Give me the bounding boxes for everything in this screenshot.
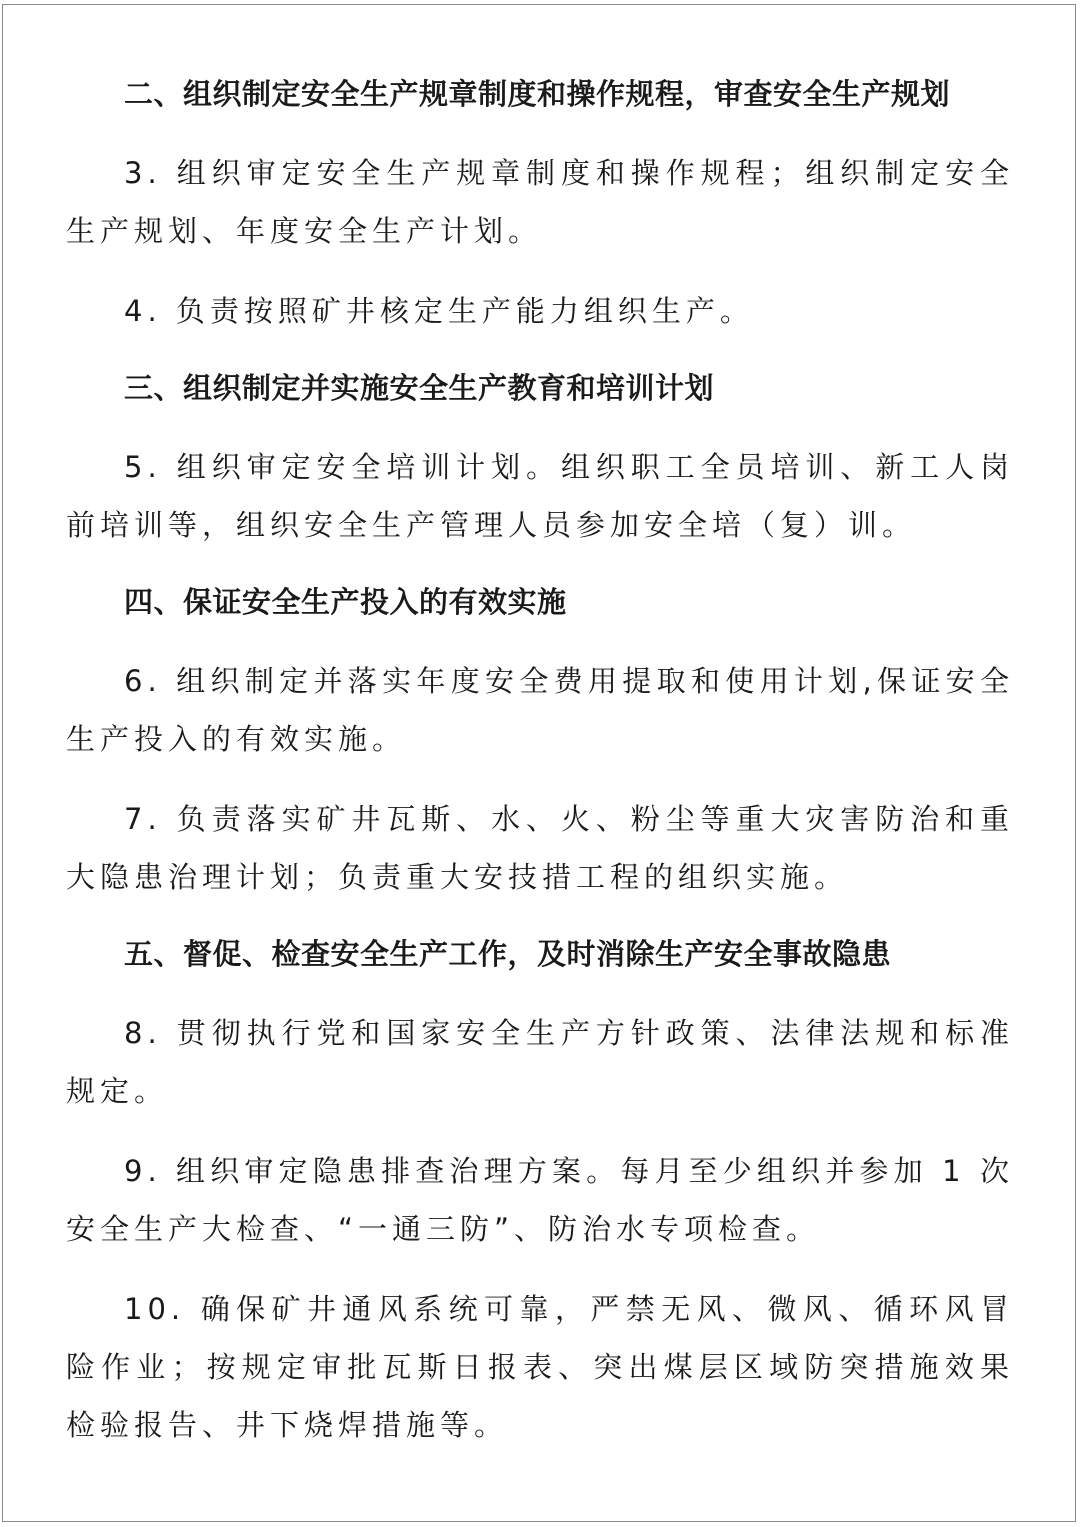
section-2 [66,68,1014,120]
section-3 [66,362,1014,414]
item-5 [66,438,1014,554]
paragraph: 10. 确保矿井通风系统可靠，严禁无风、微风、循环风冒险作业；按规定审批瓦斯日报表、突出煤层区域防突措施效果检验报告、井下烧焊措施等。 [66,1292,1014,1442]
item-9 [66,1142,1014,1258]
item-7 [66,790,1014,906]
paragraph: 9. 组织审定隐患排查治理方案。每月至少组织并参加 1 次安全生产大检查、“一通三防”、防治水专项检查。 [66,1154,1014,1246]
item-3 [66,144,1014,260]
section-heading: 二、组织制定安全生产规章制度和操作规程，审查安全生产规划 [124,77,951,111]
paragraph: 4. 负责按照矿井核定生产能力组织生产。 [124,294,754,328]
paragraph: 3. 组织审定安全生产规章制度和操作规程；组织制定安全生产规划、年度安全生产计划。 [66,156,1014,248]
item-10 [66,1280,1014,1454]
section-4 [66,576,1014,628]
section-heading: 三、组织制定并实施安全生产教育和培训计划 [124,371,715,405]
paragraph: 6. 组织制定并落实年度安全费用提取和使用计划,保证安全生产投入的有效实施。 [66,664,1014,756]
document-body [66,68,1014,1476]
section-5 [66,928,1014,980]
paragraph: 5. 组织审定安全培训计划。组织职工全员培训、新工人岗前培训等，组织安全生产管理人员参加安全培（复）训。 [66,450,1014,542]
item-6 [66,652,1014,768]
section-heading: 五、督促、检查安全生产工作，及时消除生产安全事故隐患 [124,937,892,971]
section-heading: 四、保证安全生产投入的有效实施 [124,585,567,619]
paragraph: 7. 负责落实矿井瓦斯、水、火、粉尘等重大灾害防治和重大隐患治理计划；负责重大安技措工程的组织实施。 [66,802,1014,894]
paragraph: 8. 贯彻执行党和国家安全生产方针政策、法律法规和标准规定。 [66,1016,1014,1108]
item-8 [66,1004,1014,1120]
item-4 [66,282,1014,340]
